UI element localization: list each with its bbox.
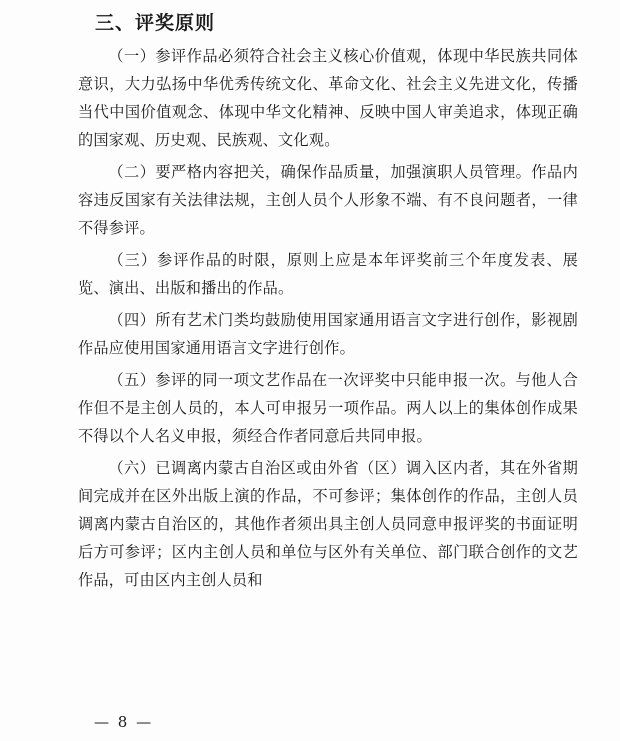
paragraph-3: （三）参评作品的时限，原则上应是本年评奖前三个年度发表、展览、演出、出版和播出的作品。 — [78, 251, 578, 297]
paragraph-1: （一）参评作品必须符合社会主义核心价值观，体现中华民族共同体意识，大力弘扬中华优秀传统文化、革命文化、社会主义先进文化，传播当代中国价值观念、体现中华文化精神、反映中国人审美追求，体现正确的国家观、历史观、民族观、文化观。 — [78, 47, 578, 149]
page-number: — 8 — — [94, 713, 154, 731]
section-heading: 三、评奖原则 — [95, 12, 216, 34]
paragraph-4: （四）所有艺术门类均鼓励使用国家通用语言文字进行创作，影视剧作品应使用国家通用语言文字进行创作。 — [78, 311, 578, 357]
paragraph-6: （六）已调离内蒙古自治区或由外省（区）调入区内者，其在外省期间完成并在区外出版上演的作品，不可参评；集体创作的作品，主创人员调离内蒙古自治区的，其他作者须出具主创人员同意申报评奖的书面证明后方可参评；区内主创人员和单位与区外有关单位、部门联合创作的文艺作品，可由区内主创人员和 — [78, 459, 578, 589]
paragraph-5: （五）参评的同一项文艺作品在一次评奖中只能申报一次。与他人合作但不是主创人员的，本人可申报另一项作品。两人以上的集体创作成果不得以个人名义申报，须经合作者同意后共同申报。 — [78, 371, 578, 445]
paragraph-2: （二）要严格内容把关，确保作品质量，加强演职人员管理。作品内容违反国家有关法律法规，主创人员个人形象不端、有不良问题者，一律不得参评。 — [78, 163, 578, 237]
document-body — [78, 42, 578, 598]
